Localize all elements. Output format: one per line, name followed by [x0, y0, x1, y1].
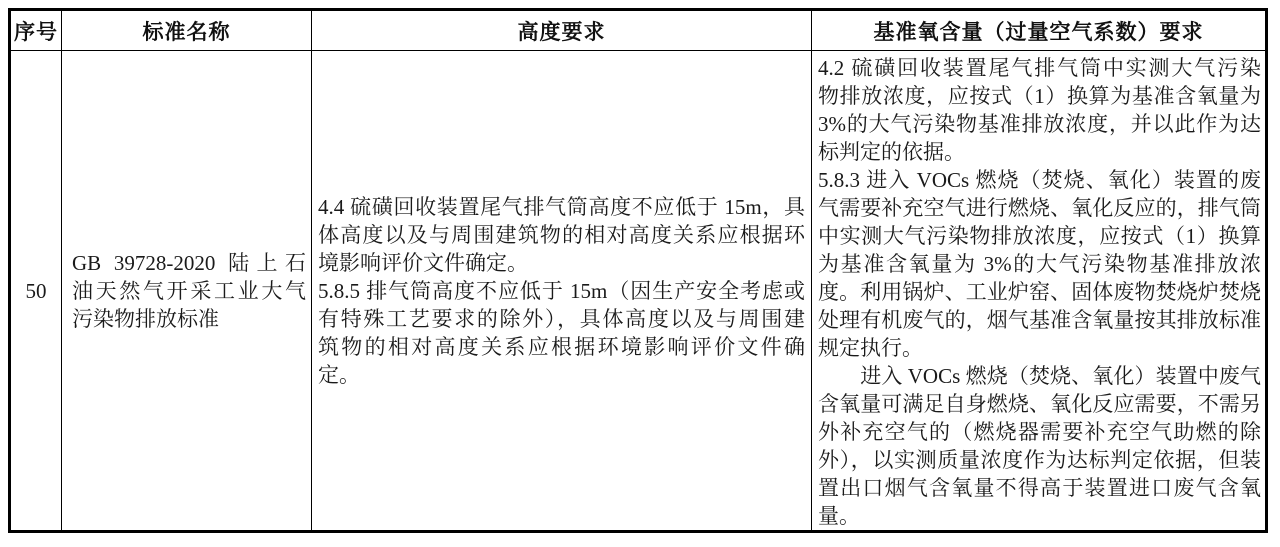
header-serial-number: 序号 — [10, 10, 62, 51]
text-line: 定。 — [318, 362, 360, 387]
text-line: 为基准含氧量为 3%的大气污染物基准排放浓 — [818, 252, 1261, 276]
text-line: 5.8.5 排气筒高度不应低于 15m（因生产安全考虑或 — [318, 278, 805, 303]
text-line: 置出口烟气含氧量不得高于装置进口废气含氧 — [818, 476, 1261, 500]
text-line: 有特殊工艺要求的除外），具体高度以及与周围建 — [318, 306, 805, 331]
text-line: 气需要补充空气进行燃烧、氧化反应的，排气筒 — [818, 196, 1261, 220]
header-height-requirements: 高度要求 — [312, 10, 812, 51]
text-line: 规定执行。 — [818, 336, 923, 360]
text-line: 量。 — [818, 504, 860, 528]
text-line: 4.2 硫磺回收装置尾气排气筒中实测大气污染 — [818, 56, 1261, 80]
text-line: 进入 VOCs 燃烧（焚烧、氧化）装置中废气 — [818, 364, 1261, 388]
cell-oxygen-requirements — [812, 51, 1267, 532]
text-line: 外补充空气的（燃烧器需要补充空气助燃的除 — [818, 420, 1261, 444]
text-line: 中实测大气污染物排放浓度，应按式（1）换算 — [818, 224, 1261, 248]
text-line: 油天然气开采工业大气 — [72, 278, 306, 303]
text-line: 筑物的相对高度关系应根据环境影响评价文件确 — [318, 334, 805, 359]
text-line: 外），以实测质量浓度作为达标判定依据，但装 — [818, 448, 1261, 472]
header-standard-name: 标准名称 — [62, 10, 312, 51]
text-line: 境影响评价文件确定。 — [318, 250, 528, 275]
text-line: 污染物排放标准 — [72, 306, 219, 331]
text-line: 处理有机废气的，烟气基准含氧量按其排放标准 — [818, 308, 1261, 332]
text-line: 物排放浓度，应按式（1）换算为基准含氧量为 — [818, 84, 1261, 108]
text-line: 5.8.3 进入 VOCs 燃烧（焚烧、氧化）装置的废 — [818, 168, 1261, 192]
text-line: 体高度以及与周围建筑物的相对高度关系应根据环 — [318, 222, 805, 247]
text-line: 标判定的依据。 — [818, 140, 965, 164]
text-line: 含氧量可满足自身燃烧、氧化反应需要，不需另 — [818, 392, 1261, 416]
text-line: 4.4 硫磺回收装置尾气排气筒高度不应低于 15m，具 — [318, 194, 805, 219]
text-line: 度。利用锅炉、工业炉窑、固体废物焚烧炉焚烧 — [818, 280, 1261, 304]
text-line: GB 39728-2020 陆上石 — [72, 250, 306, 275]
text-line: 3%的大气污染物基准排放浓度，并以此作为达 — [818, 112, 1261, 136]
table-row — [10, 51, 1267, 532]
header-oxygen-requirements: 基准氧含量（过量空气系数）要求 — [812, 10, 1267, 51]
cell-height-requirements — [312, 51, 812, 532]
cell-serial-number: 50 — [10, 51, 62, 532]
cell-standard-name — [62, 51, 312, 532]
table-header-row — [10, 10, 1267, 51]
standards-table — [8, 8, 1268, 533]
